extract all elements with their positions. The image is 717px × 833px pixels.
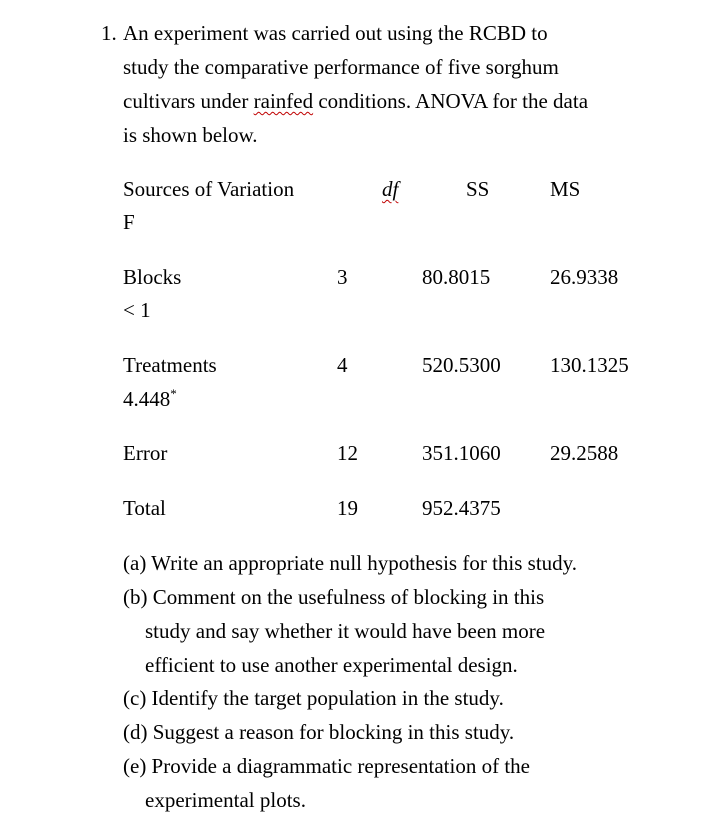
part-c: (c) Identify the target population in the study.	[123, 686, 504, 710]
part-d: (d) Suggest a reason for blocking in this study.	[123, 720, 515, 744]
row-treatments-ss: 520.5300	[422, 353, 501, 377]
significance-asterisk: *	[170, 386, 177, 401]
intro-line-3-after: conditions. ANOVA for the data	[318, 89, 589, 113]
question-number: 1.	[101, 21, 117, 45]
part-b-line-3: efficient to use another experimental design.	[145, 653, 518, 677]
header-f: F	[123, 210, 135, 234]
row-blocks-ms: 26.9338	[550, 265, 619, 289]
part-e-line-2: experimental plots.	[145, 788, 306, 812]
question-intro-line-1: An experiment was carried out using the RCBD to	[123, 21, 548, 45]
header-sources-of-variation: Sources of Variation	[123, 177, 295, 201]
question-intro-line-2: study the comparative performance of five sorghum	[123, 55, 559, 79]
question-intro-line-4: is shown below.	[123, 123, 258, 147]
part-b-line-2: study and say whether it would have been more	[145, 619, 546, 643]
header-ss: SS	[466, 177, 490, 201]
row-error-source: Error	[123, 441, 168, 465]
spellcheck-word: rainfed	[253, 89, 314, 113]
row-total-source: Total	[123, 496, 166, 520]
header-df: df	[382, 177, 399, 201]
intro-line-3-before: cultivars under	[123, 89, 249, 113]
row-treatments-ms: 130.1325	[550, 353, 629, 377]
row-treatments-df: 4	[337, 353, 348, 377]
row-error-ms: 29.2588	[550, 441, 619, 465]
row-blocks-df: 3	[337, 265, 348, 289]
row-error-ss: 351.1060	[422, 441, 501, 465]
row-total-ss: 952.4375	[422, 496, 501, 520]
row-error-df: 12	[337, 441, 358, 465]
row-treatments-f	[123, 386, 177, 411]
part-e-line-1: (e) Provide a diagrammatic representation of the	[123, 754, 530, 778]
header-ms: MS	[550, 177, 581, 201]
row-total-df: 19	[337, 496, 358, 520]
question-intro-line-3	[123, 91, 588, 112]
part-a: (a) Write an appropriate null hypothesis for this study.	[123, 551, 578, 575]
row-treatments-f-value: 4.448	[123, 387, 171, 411]
row-treatments-source: Treatments	[123, 353, 217, 377]
row-blocks-ss: 80.8015	[422, 265, 491, 289]
part-b-line-1: (b) Comment on the usefulness of blocking in this	[123, 585, 545, 609]
row-blocks-source: Blocks	[123, 265, 182, 289]
row-blocks-f: < 1	[123, 298, 151, 322]
